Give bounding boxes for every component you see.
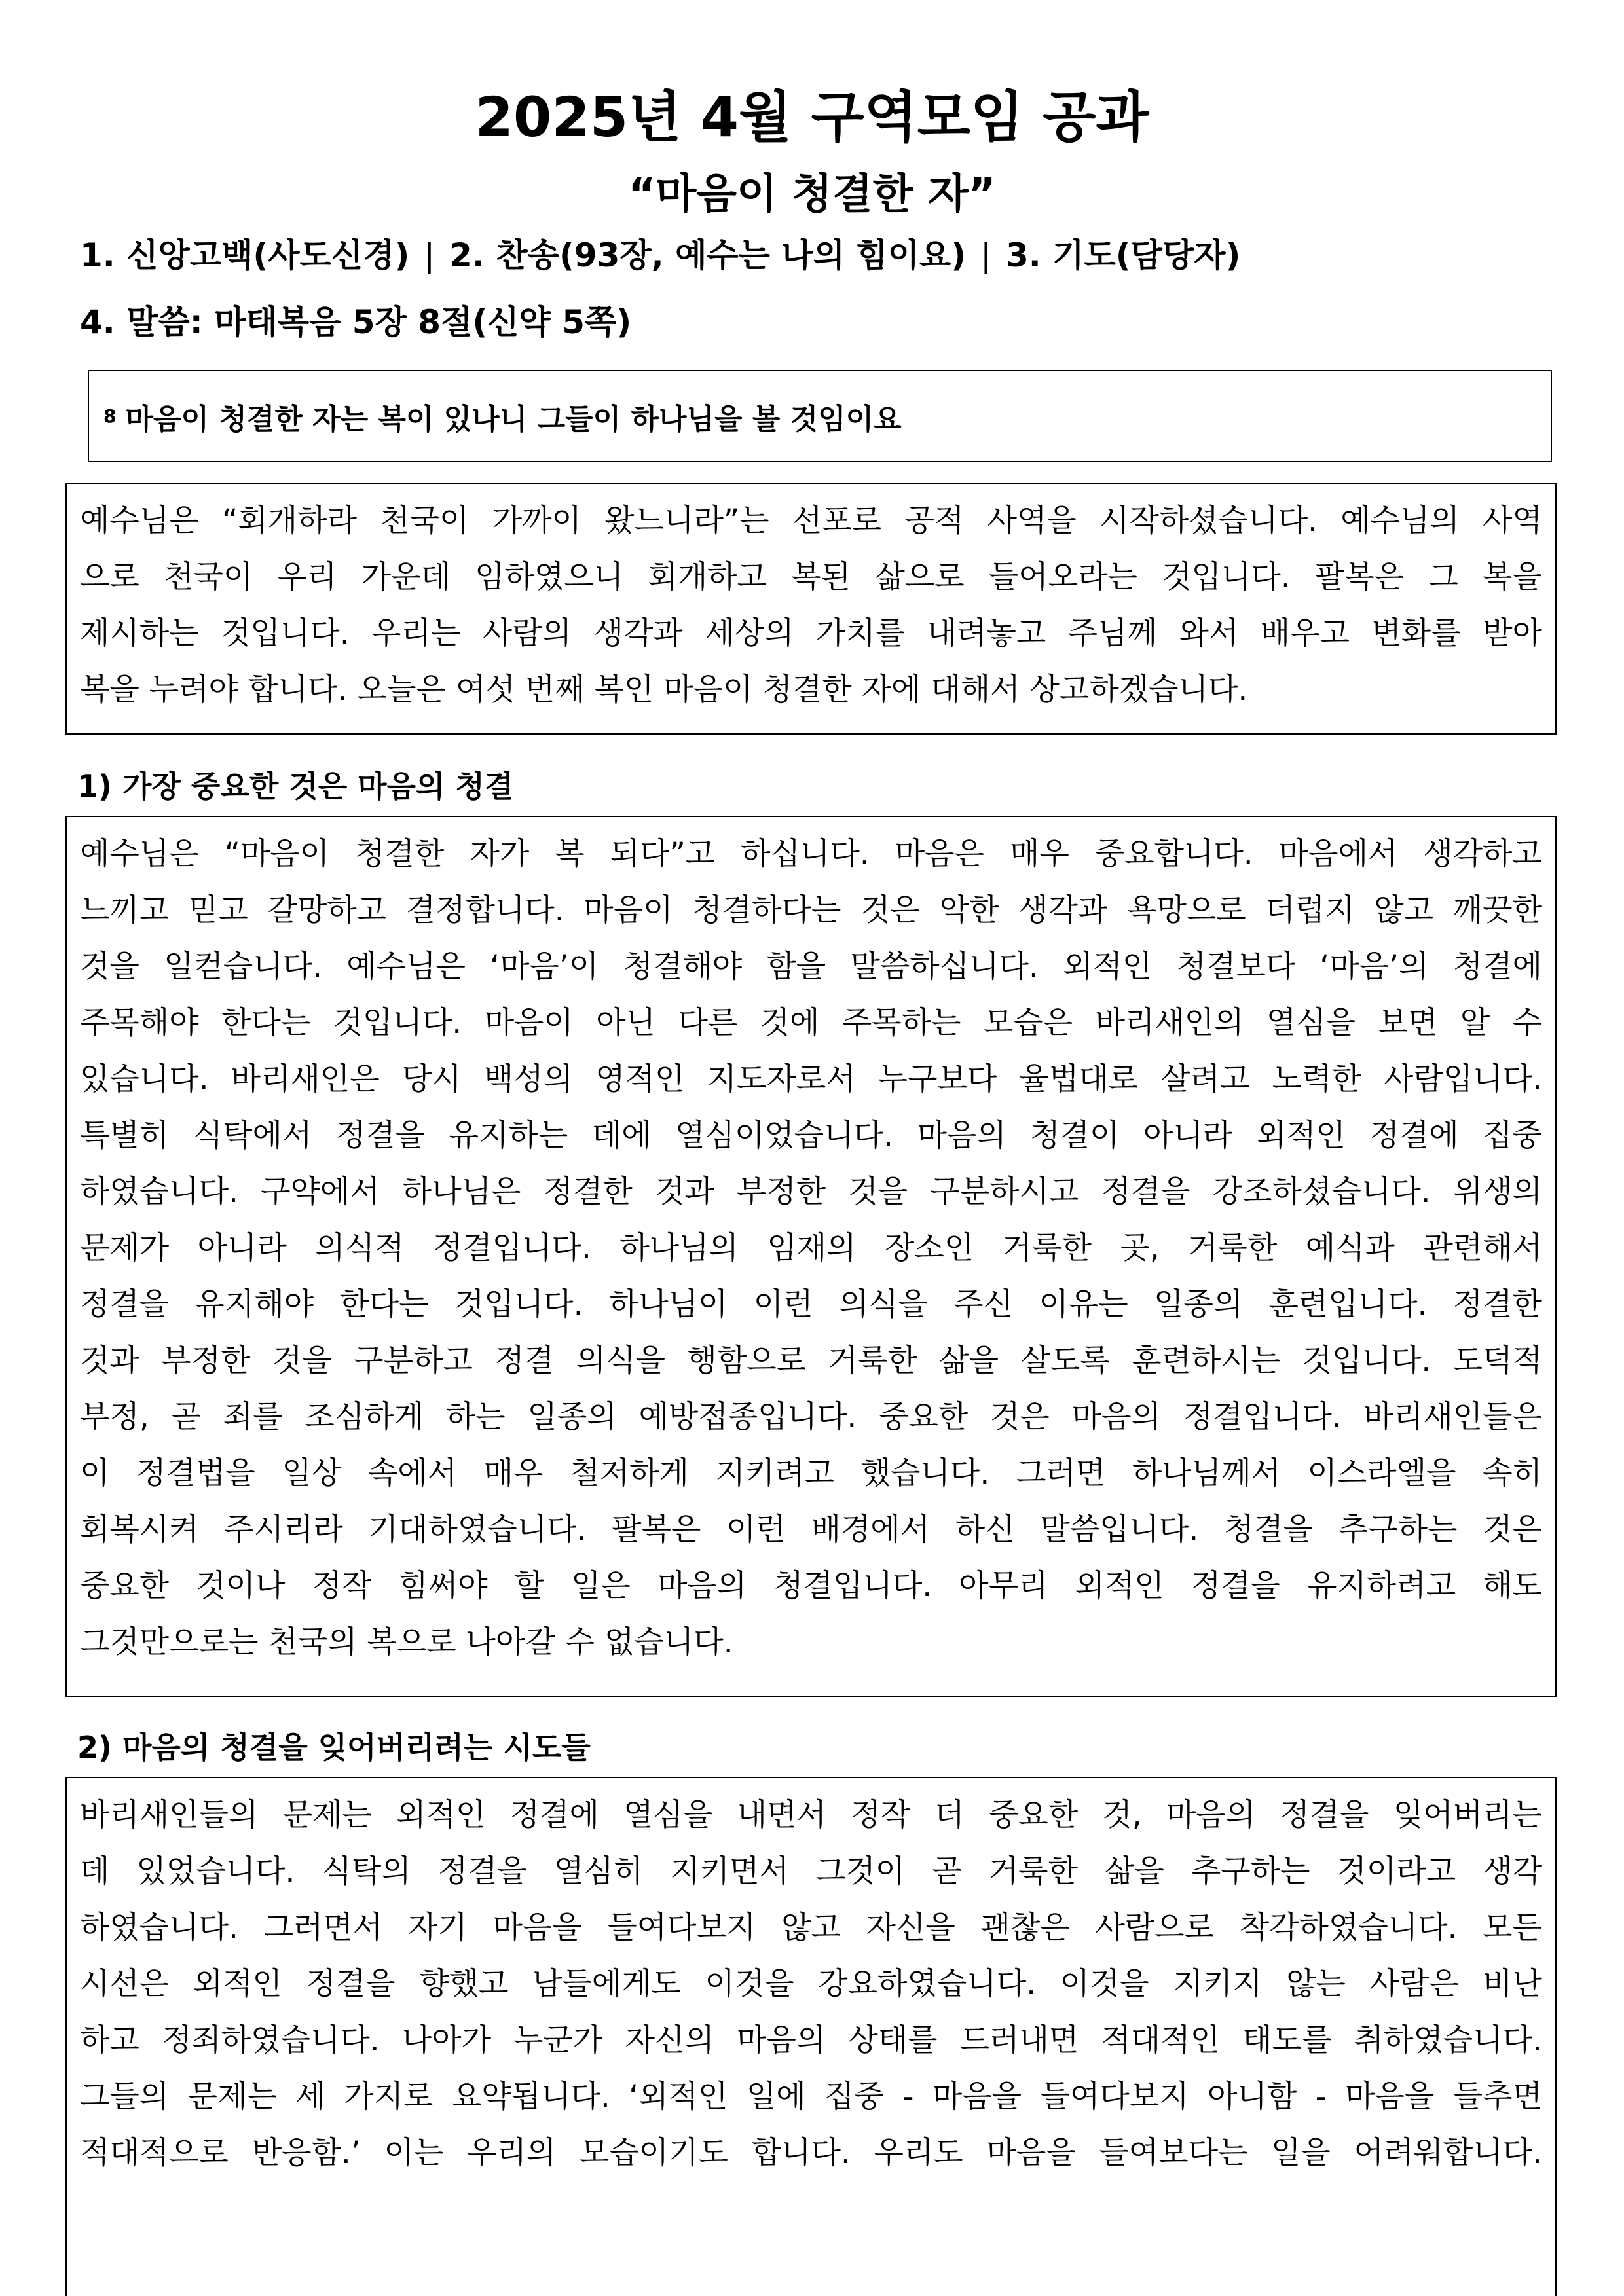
paragraph-line: 바리새인들의 문제는 외적인 정결에 열심을 내면서 정작 더 중요한 것, 마음의 정결을 잊어버리는	[80, 1797, 1542, 1833]
paragraph-line: 하였습니다. 그러면서 자기 마음을 들여다보지 않고 자신을 괜찮은 사람으로 착각하였습니다. 모든	[80, 1910, 1542, 1946]
paragraph-line: 문제가 아니라 의식적 정결입니다. 하나님의 임재의 장소인 거룩한 곳, 거룩한 예식과 관련해서	[80, 1230, 1542, 1266]
section1-heading: 1) 가장 중요한 것은 마음의 청결	[77, 769, 514, 804]
order-item-hymn: 2. 찬송(93장, 예수는 나의 힘이요)	[449, 236, 967, 274]
verse-number: 8	[103, 405, 117, 427]
section2-text-box	[65, 1777, 1557, 2296]
paragraph-line: 으로 천국이 우리 가운데 임하였으니 회개하고 복된 삶으로 들어오라는 것입니다. 팔복은 그 복을	[80, 559, 1542, 595]
paragraph-line: 제시하는 것입니다. 우리는 사람의 생각과 세상의 가치를 내려놓고 주님께 와서 배우고 변화를 받아	[80, 615, 1542, 651]
order-item-prayer: 3. 기도(담당자)	[1006, 236, 1241, 274]
document-subtitle: “마음이 청결한 자”	[628, 170, 996, 219]
paragraph-line: 회복시켜 주시리라 기대하였습니다. 팔복은 이런 배경에서 하신 말씀입니다. 청결을 추구하는 것은	[80, 1512, 1542, 1548]
paragraph-line: 있습니다. 바리새인은 당시 백성의 영적인 지도자로서 누구보다 율법대로 살려고 노력한 사람입니다.	[80, 1061, 1542, 1097]
paragraph-line: 복을 누려야 합니다. 오늘은 여섯 번째 복인 마음이 청결한 자에 대해서 상고하겠습니다.	[80, 672, 1248, 708]
intro-text-box	[65, 483, 1557, 735]
paragraph-line: 적대적으로 반응함.’ 이는 우리의 모습이기도 합니다. 우리도 마음을 들여보다는 일을 어려워합니다.	[80, 2135, 1542, 2171]
paragraph-line: 중요한 것이나 정작 힘써야 할 일은 마음의 청결입니다. 아무리 외적인 정결을 유지하려고 해도	[80, 1568, 1542, 1604]
paragraph-line: 하고 정죄하였습니다. 나아가 누군가 자신의 마음의 상태를 드러내면 적대적인 태도를 취하였습니다.	[80, 2022, 1542, 2058]
paragraph-line: 이 정결법을 일상 속에서 매우 철저하게 지키려고 했습니다. 그러면 하나님께서 이스라엘을 속히	[80, 1455, 1542, 1491]
separator: |	[980, 236, 992, 274]
order-item-creed: 1. 신앙고백(사도신경)	[80, 236, 410, 274]
paragraph-line: 그들의 문제는 세 가지로 요약됩니다. ‘외적인 일에 집중 - 마음을 들여다보지 아니함 - 마음을 들추면	[80, 2079, 1542, 2115]
paragraph-line: 부정, 곧 죄를 조심하게 하는 일종의 예방접종입니다. 중요한 것은 마음의 정결입니다. 바리새인들은	[80, 1399, 1542, 1435]
verse-text: 마음이 청결한 자는 복이 있나니 그들이 하나님을 볼 것임이요	[125, 402, 902, 436]
paragraph-line: 느끼고 믿고 갈망하고 결정합니다. 마음이 청결하다는 것은 악한 생각과 욕망으로 더럽지 않고 깨끗한	[80, 892, 1542, 928]
paragraph-line: 것과 부정한 것을 구분하고 정결 의식을 행함으로 거룩한 삶을 살도록 훈련하시는 것입니다. 도덕적	[80, 1343, 1542, 1379]
paragraph-line: 예수님은 “마음이 청결한 자가 복 되다”고 하십니다. 마음은 매우 중요합니다. 마음에서 생각하고	[80, 836, 1542, 872]
section2-heading: 2) 마음의 청결을 잊어버리려는 시도들	[77, 1730, 591, 1765]
paragraph-line: 예수님은 “회개하라 천국이 가까이 왔느니라”는 선포로 공적 사역을 시작하셨습니다. 예수님의 사역	[80, 503, 1542, 539]
paragraph-line: 하였습니다. 구약에서 하나님은 정결한 것과 부정한 것을 구분하시고 정결을 강조하셨습니다. 위생의	[80, 1174, 1542, 1210]
order-of-service-line1	[80, 229, 1240, 276]
paragraph-line: 특별히 식탁에서 정결을 유지하는 데에 열심이었습니다. 마음의 청결이 아니라 외적인 정결에 집중	[80, 1118, 1542, 1154]
paragraph-line: 정결을 유지해야 한다는 것입니다. 하나님이 이런 의식을 주신 이유는 일종의 훈련입니다. 정결한	[80, 1286, 1542, 1322]
paragraph-line: 데 있었습니다. 식탁의 정결을 열심히 지키면서 그것이 곧 거룩한 삶을 추구하는 것이라고 생각	[80, 1853, 1542, 1889]
paragraph-line: 그것만으로는 천국의 복으로 나아갈 수 없습니다.	[80, 1624, 733, 1660]
section1-text-box	[65, 816, 1557, 1697]
separator: |	[424, 236, 435, 274]
order-item-scripture: 4. 말씀: 마태복음 5장 8절(신약 5쪽)	[80, 303, 632, 341]
document-title: 2025년 4월 구역모임 공과	[475, 85, 1149, 149]
paragraph-line: 것을 일컫습니다. 예수님은 ‘마음’이 청결해야 함을 말씀하십니다. 외적인 청결보다 ‘마음’의 청결에	[80, 949, 1542, 985]
paragraph-line: 시선은 외적인 정결을 향했고 남들에게도 이것을 강요하였습니다. 이것을 지키지 않는 사람은 비난	[80, 1966, 1542, 2002]
paragraph-line: 주목해야 한다는 것입니다. 마음이 아닌 다른 것에 주목하는 모습은 바리새인의 열심을 보면 알 수	[80, 1005, 1542, 1041]
scripture-verse-box	[88, 370, 1552, 462]
